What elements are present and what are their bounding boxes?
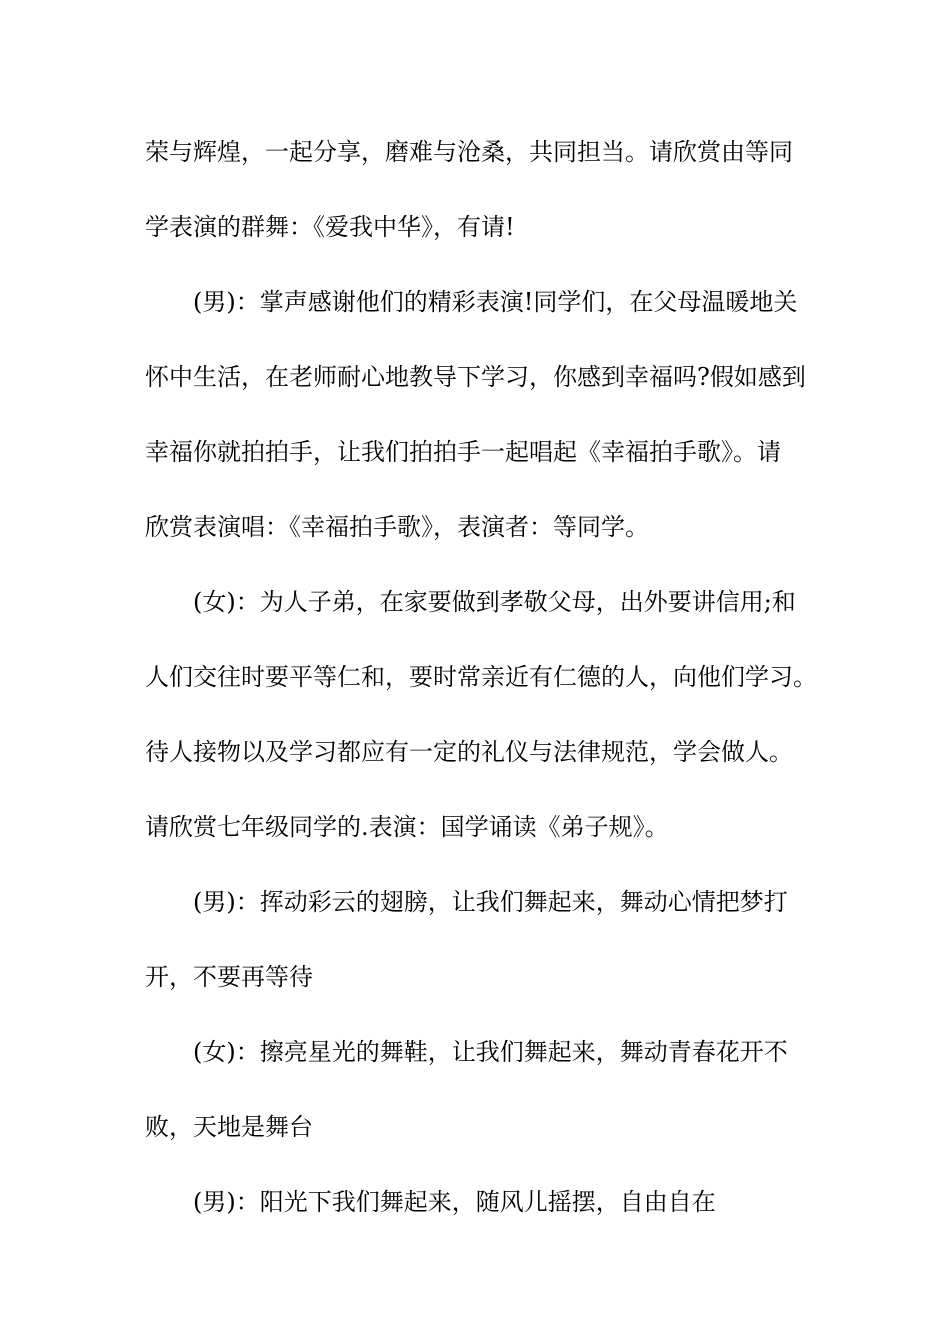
dialogue-line-female: (女)：擦亮星光的舞鞋，让我们舞起来，舞动青春花开不 xyxy=(193,1038,788,1066)
text-line: 荣与辉煌，一起分享，磨难与沧桑，共同担当。请欣赏由等同 xyxy=(145,138,793,166)
text-line: 请欣赏七年级同学的.表演：国学诵读《弟子规》。 xyxy=(145,813,669,841)
text-line: 开，不要再等待 xyxy=(145,963,313,991)
text-line: 幸福你就拍拍手，让我们拍拍手一起唱起《幸福拍手歌》。请 xyxy=(145,438,781,466)
text-line: 人们交往时要平等仁和，要时常亲近有仁德的人，向他们学习。 xyxy=(145,663,817,691)
text-line: 败，天地是舞台 xyxy=(145,1113,313,1141)
text-line: 待人接物以及学习都应有一定的礼仪与法律规范，学会做人。 xyxy=(145,738,793,766)
dialogue-line-male: (男)：掌声感谢他们的精彩表演!同学们，在父母温暖地关 xyxy=(193,288,798,316)
document-body xyxy=(145,128,825,1253)
text-line: 怀中生活，在老师耐心地教导下学习，你感到幸福吗?假如感到 xyxy=(145,363,806,391)
dialogue-line-female: (女)：为人子弟，在家要做到孝敬父母，出外要讲信用;和 xyxy=(193,588,796,616)
text-line: 欣赏表演唱：《幸福拍手歌》，表演者：等同学。 xyxy=(145,513,649,541)
dialogue-line-male: (男)：阳光下我们舞起来，随风儿摇摆，自由自在 xyxy=(193,1188,716,1216)
text-line: 学表演的群舞：《爱我中华》，有请! xyxy=(145,213,515,241)
dialogue-line-male: (男)：挥动彩云的翅膀，让我们舞起来，舞动心情把梦打 xyxy=(193,888,788,916)
